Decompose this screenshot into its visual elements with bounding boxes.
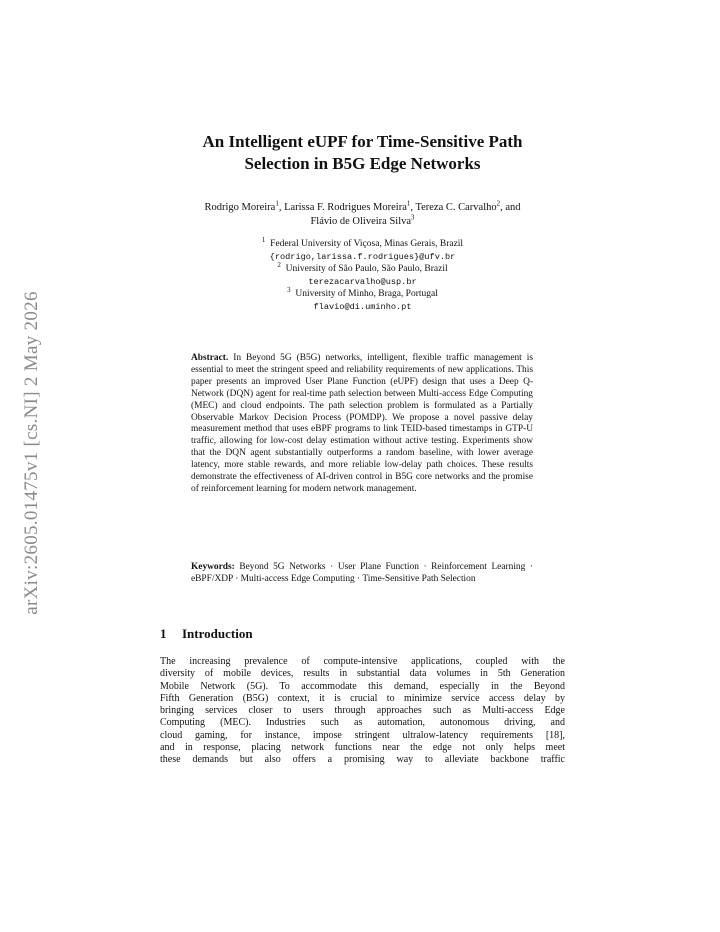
body-line: Fifth Generation (B5G) context, it is crucial to minimize service access delay by (160, 692, 565, 704)
body-line: and in response, placing network functions near the edge not only helps meet (160, 742, 565, 754)
body-line: Computing (MEC). Industries such as automation, autonomous driving, and (160, 717, 565, 729)
author-name: Flávio de Oliveira Silva (310, 216, 412, 227)
abstract-label: Abstract. (191, 353, 229, 363)
arxiv-identifier (22, 263, 42, 643)
author-affiliation-mark: 2 (496, 199, 501, 208)
affiliation-email: flavio@di.uminho.pt (313, 301, 412, 312)
arxiv-identifier-text: arXiv:2605.01475v1 [cs.NI] 2 May 2026 (21, 291, 42, 615)
title-line-1: An Intelligent eUPF for Time-Sensitive Path (202, 132, 523, 151)
affiliation-name: University of São Paulo, São Paulo, Brazil (285, 264, 448, 274)
author-list (150, 201, 575, 229)
author-affiliation-mark: 1 (406, 199, 411, 208)
affiliation-name: University of Minho, Braga, Portugal (295, 289, 438, 299)
affiliation-mark: 2 (277, 260, 281, 269)
abstract-text: In Beyond 5G (B5G) networks, intelligent, flexible traffic management is essential to meet the stringent speed and reliability requirements of new applications. This paper presents an improved User Plane Function (eUPF) design that uses a Deep Q-Network (DQN) agent for real-time path selection between Multi-access Edge Computing (MEC) and cloud endpoints. The path selection problem is formulated as a Partially Observable Markov Decision Process (POMDP). We propose a novel passive delay measurement method that uses eBPF programs to link TEID-based timestamps in GTP-U traffic, allowing for low-cost delay estimation without active testing. Experiments show that the DQN agent substantially outperforms a random baseline, with lower average latency, more stable rewards, and more reliable low-delay path choices. These results demonstrate the effectiveness of AI-driven control in B5G core networks and the promise of reinforcement learning for modern network management. (191, 353, 534, 494)
affiliations (180, 235, 545, 313)
affiliation-line (180, 235, 545, 251)
affiliation-email: terezacarvalho@usp.br (308, 276, 417, 287)
body-line: these demands but also offers a promising way to alleviate backbone traffic (160, 754, 565, 766)
section-title: Introduction (182, 626, 253, 641)
paper-title (160, 131, 565, 175)
author-conjunction: , and (500, 202, 521, 213)
affiliation-mark: 1 (261, 235, 266, 244)
body-line: diversity of mobile devices, results in substantial data volumes in 5th Generation (160, 668, 565, 680)
author-name: Tereza C. Carvalho (415, 202, 497, 213)
affiliation-name: Federal University of Viçosa, Minas Gerais, Brazil (270, 239, 464, 249)
body-line: cloud gaming, for instance, impose stringent ultralow-latency requirements [18], (160, 729, 565, 741)
author-affiliation-mark: 1 (275, 199, 279, 208)
author-name: Rodrigo Moreira (204, 202, 276, 213)
author-line-1: Rodrigo Moreira$^1$, Larissa F. Rodrigues Moreira$^1$, Tereza C. Carvalho$^2$, and (204, 199, 521, 213)
affiliation-line (180, 285, 545, 301)
affiliation-mark: 3 (287, 285, 291, 294)
keywords-label: Keywords: (191, 562, 235, 572)
title-line-2: Selection in B5G Edge Networks (244, 154, 481, 173)
keywords-text: Beyond 5G Networks · User Plane Function · Reinforcement Learning · eBPF/XDP · Multi-access Edge Computing · Time-Sensitive Path Selection (191, 562, 534, 584)
body-line: The increasing prevalence of compute-intensive applications, coupled with the (160, 656, 565, 667)
author-affiliation-mark: 3 (411, 213, 415, 222)
section-heading (160, 626, 253, 642)
section-number: 1 (160, 626, 167, 641)
author-line-2 (150, 215, 575, 229)
author-name: Larissa F. Rodrigues Moreira (284, 202, 407, 213)
abstract (191, 353, 533, 496)
body-line: bringing services closer to users through approaches such as Multi-access Edge (160, 705, 565, 717)
body-line: Mobile Network (5G). To accommodate this demand, especially in the Beyond (160, 680, 565, 692)
keywords (191, 562, 533, 586)
introduction-body (160, 656, 565, 767)
affiliation-email: {rodrigo,larissa.f.rodrigues}@ufv.br (269, 251, 456, 262)
affiliation-line (180, 260, 545, 276)
